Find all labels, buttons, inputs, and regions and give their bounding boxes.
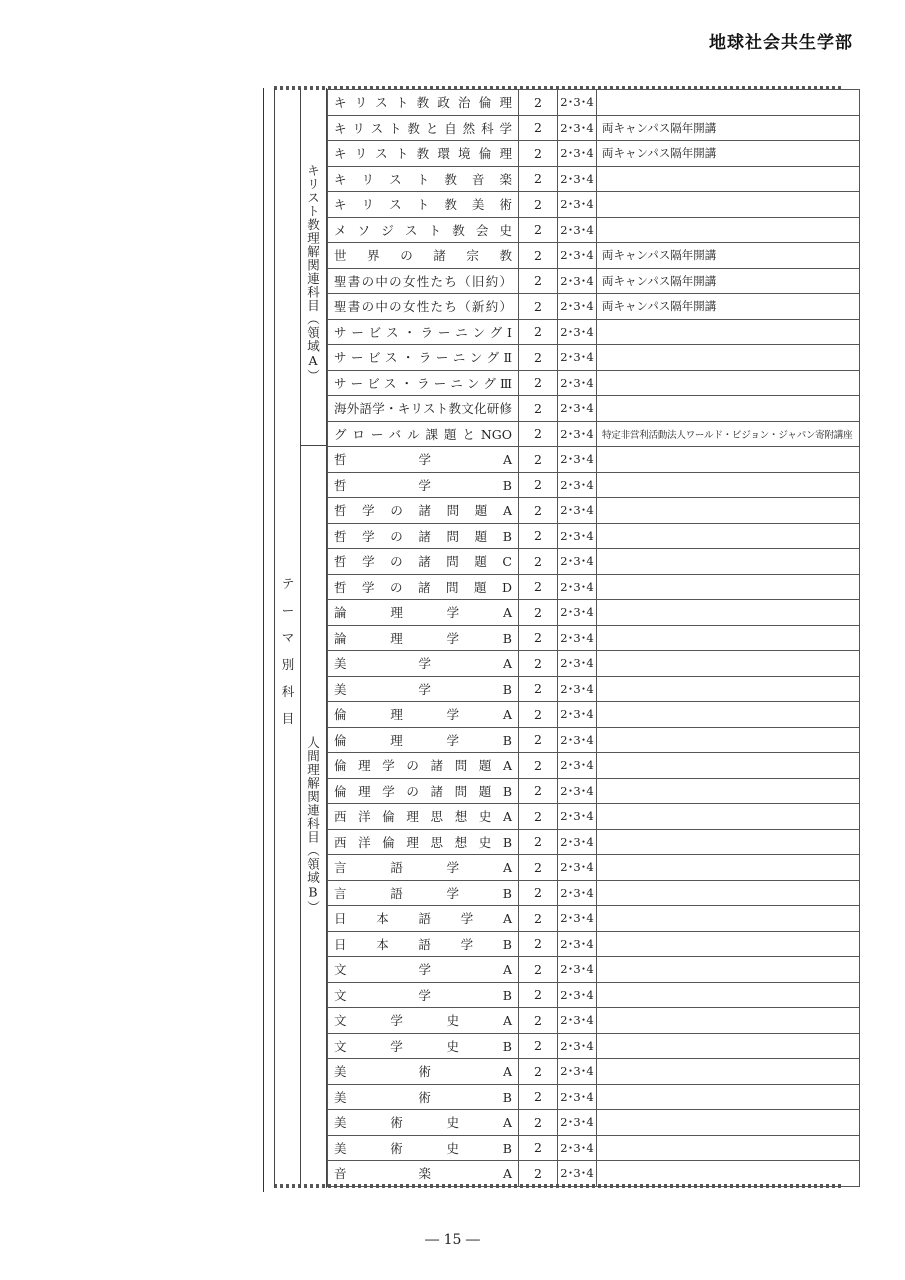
theme-char: 科 (281, 684, 295, 699)
table-row (328, 727, 860, 753)
course-note (597, 1059, 860, 1085)
course-name (328, 982, 519, 1008)
course-credits: 2 (519, 396, 558, 422)
course-years: 2･3･4 (558, 753, 597, 779)
table-row (328, 166, 860, 192)
course-name-text: 文 学 B (334, 987, 512, 1003)
course-note (597, 804, 860, 830)
theme-char: マ (281, 630, 295, 645)
table-row (328, 982, 860, 1008)
course-name (328, 345, 519, 371)
course-credits: 2 (519, 804, 558, 830)
theme-char: ー (281, 603, 295, 618)
course-years: 2･3･4 (558, 294, 597, 320)
course-credits: 2 (519, 345, 558, 371)
course-note (597, 166, 860, 192)
course-name (328, 523, 519, 549)
course-name-text: 美 術 史 B (334, 1140, 512, 1156)
course-credits: 2 (519, 676, 558, 702)
course-credits: 2 (519, 880, 558, 906)
course-note (597, 396, 860, 422)
table-row (328, 676, 860, 702)
course-name-text: 海外語学・キリスト教文化研修 (334, 401, 512, 417)
table-row (328, 370, 860, 396)
course-name-text: 倫 理 学 B (334, 732, 512, 748)
table-row (328, 855, 860, 881)
theme-char: 目 (281, 711, 295, 726)
course-note: 両キャンパス隔年開講 (597, 141, 860, 167)
course-years: 2･3･4 (558, 472, 597, 498)
course-name-text: 倫 理 学 A (334, 707, 512, 723)
course-note (597, 1084, 860, 1110)
course-years: 2･3･4 (558, 141, 597, 167)
course-note (597, 829, 860, 855)
course-note: 両キャンパス隔年開講 (597, 294, 860, 320)
course-note (597, 727, 860, 753)
course-note (597, 370, 860, 396)
course-years: 2･3･4 (558, 1135, 597, 1161)
table-row (328, 880, 860, 906)
course-note (597, 549, 860, 575)
course-name (328, 319, 519, 345)
table-row (328, 217, 860, 243)
course-credits: 2 (519, 1161, 558, 1187)
course-name (328, 957, 519, 983)
course-years: 2･3･4 (558, 447, 597, 473)
course-note (597, 1161, 860, 1187)
course-years: 2･3･4 (558, 906, 597, 932)
course-note (597, 1110, 860, 1136)
course-credits: 2 (519, 778, 558, 804)
course-name-text: 聖書の中の女性たち（新約） (334, 299, 512, 315)
table-row (328, 957, 860, 983)
course-credits: 2 (519, 523, 558, 549)
course-name (328, 166, 519, 192)
course-note (597, 1008, 860, 1034)
course-name-text: 西 洋 倫 理 思 想 史 B (334, 834, 512, 850)
course-name-text: 言 語 学 B (334, 885, 512, 901)
course-name (328, 1084, 519, 1110)
course-years: 2･3･4 (558, 880, 597, 906)
course-name (328, 651, 519, 677)
course-years: 2･3･4 (558, 421, 597, 447)
table-row (328, 1110, 860, 1136)
course-credits: 2 (519, 243, 558, 269)
course-name (328, 574, 519, 600)
page-left-rule (263, 88, 264, 1192)
table-row (328, 702, 860, 728)
course-name-text: 文 学 史 A (334, 1013, 512, 1029)
course-name-text: 哲 学 B (334, 477, 512, 493)
course-name (328, 804, 519, 830)
table-row (328, 192, 860, 218)
course-name (328, 115, 519, 141)
table-row (328, 804, 860, 830)
course-note: 両キャンパス隔年開講 (597, 115, 860, 141)
course-name (328, 421, 519, 447)
course-name-text: メ ソ ジ ス ト 教 会 史 (334, 222, 512, 238)
page-number: ― 15 ― (425, 1232, 480, 1248)
course-name (328, 268, 519, 294)
course-name-text: 倫 理 学 の 諸 問 題 A (334, 758, 512, 774)
course-name-text: キリスト教政治倫理 (334, 95, 512, 111)
course-name (328, 753, 519, 779)
course-years: 2･3･4 (558, 625, 597, 651)
course-note (597, 778, 860, 804)
course-years: 2･3･4 (558, 1033, 597, 1059)
course-credits: 2 (519, 906, 558, 932)
course-name (328, 829, 519, 855)
table-row (328, 472, 860, 498)
group-divider (300, 445, 327, 446)
course-note (597, 906, 860, 932)
area-a-group-label: キリスト教理解関連科目（領域A） (305, 164, 321, 383)
table-row (328, 243, 860, 269)
course-name-text: 日 本 語 学 B (334, 936, 512, 952)
table-row (328, 931, 860, 957)
course-years: 2･3･4 (558, 370, 597, 396)
course-credits: 2 (519, 472, 558, 498)
course-name-text: キ リ ス ト 教 美 術 (334, 197, 512, 213)
course-name-text: 美 術 B (334, 1089, 512, 1105)
table-row (328, 1161, 860, 1187)
course-years: 2･3･4 (558, 1008, 597, 1034)
course-credits: 2 (519, 192, 558, 218)
course-years: 2･3･4 (558, 676, 597, 702)
area-b-group-label: 人間理解関連科目（領域B） (305, 736, 321, 914)
course-note: 両キャンパス隔年開講 (597, 243, 860, 269)
course-credits: 2 (519, 549, 558, 575)
course-name (328, 625, 519, 651)
course-name-text: 哲 学 A (334, 452, 512, 468)
course-name (328, 549, 519, 575)
course-name-text: 哲 学 の 諸 問 題 B (334, 528, 512, 544)
course-name (328, 447, 519, 473)
theme-column-left-border (274, 88, 275, 1188)
course-years: 2･3･4 (558, 115, 597, 141)
course-name (328, 1135, 519, 1161)
table-row (328, 1059, 860, 1085)
course-credits: 2 (519, 319, 558, 345)
course-note (597, 651, 860, 677)
course-note (597, 753, 860, 779)
course-credits: 2 (519, 702, 558, 728)
course-note (597, 982, 860, 1008)
course-credits: 2 (519, 931, 558, 957)
course-years: 2･3･4 (558, 345, 597, 371)
course-years: 2･3･4 (558, 1161, 597, 1187)
page-header-title: 地球社会共生学部 (709, 33, 853, 53)
course-name-text: グローバル課題とNGO (334, 426, 512, 442)
course-note (597, 90, 860, 116)
course-name (328, 1161, 519, 1187)
table-row (328, 268, 860, 294)
table-row (328, 906, 860, 932)
course-years: 2･3･4 (558, 1084, 597, 1110)
course-name (328, 396, 519, 422)
course-credits: 2 (519, 855, 558, 881)
course-note (597, 523, 860, 549)
course-name (328, 498, 519, 524)
course-credits: 2 (519, 727, 558, 753)
table-row (328, 523, 860, 549)
course-note: 両キャンパス隔年開講 (597, 268, 860, 294)
table-row (328, 115, 860, 141)
course-credits: 2 (519, 1110, 558, 1136)
course-years: 2･3･4 (558, 498, 597, 524)
course-name (328, 1110, 519, 1136)
course-years: 2･3･4 (558, 651, 597, 677)
course-name-text: サービス・ラーニングⅠ (334, 324, 512, 340)
course-name-text: 文 学 史 B (334, 1038, 512, 1054)
course-years: 2･3･4 (558, 1110, 597, 1136)
course-name (328, 243, 519, 269)
course-credits: 2 (519, 829, 558, 855)
course-credits: 2 (519, 574, 558, 600)
course-note (597, 1135, 860, 1161)
course-name-text: 文 学 A (334, 962, 512, 978)
course-name (328, 294, 519, 320)
course-name-text: 哲 学 の 諸 問 題 D (334, 579, 512, 595)
course-note (597, 702, 860, 728)
course-name-text: キ リ ス ト 教 音 楽 (334, 171, 512, 187)
course-name-text: 倫 理 学 の 諸 問 題 B (334, 783, 512, 799)
group-column-left-border (300, 88, 301, 1188)
course-note (597, 447, 860, 473)
table-row (328, 1135, 860, 1161)
course-name-text: 聖書の中の女性たち（旧約） (334, 273, 512, 289)
course-name (328, 90, 519, 116)
course-years: 2･3･4 (558, 574, 597, 600)
course-name-text: キリスト教環境倫理 (334, 146, 512, 162)
course-years: 2･3･4 (558, 243, 597, 269)
course-years: 2･3･4 (558, 549, 597, 575)
table-row (328, 829, 860, 855)
table-row (328, 574, 860, 600)
course-name-text: 論 理 学 A (334, 605, 512, 621)
course-name-text: 音 楽 A (334, 1166, 512, 1182)
course-name (328, 472, 519, 498)
course-name-text: 哲 学 の 諸 問 題 C (334, 554, 512, 570)
course-note: 特定非営利活動法人ワールド・ビジョン・ジャパン寄附講座 (597, 421, 860, 447)
course-name-text: 論 理 学 B (334, 630, 512, 646)
table-row (328, 498, 860, 524)
table-row (328, 1008, 860, 1034)
course-credits: 2 (519, 1135, 558, 1161)
course-credits: 2 (519, 1059, 558, 1085)
course-credits: 2 (519, 294, 558, 320)
course-credits: 2 (519, 600, 558, 626)
table-row (328, 90, 860, 116)
course-years: 2･3･4 (558, 855, 597, 881)
course-years: 2･3･4 (558, 804, 597, 830)
table-row (328, 753, 860, 779)
course-name-text: 西 洋 倫 理 思 想 史 A (334, 809, 512, 825)
course-note (597, 217, 860, 243)
table-row (328, 141, 860, 167)
course-years: 2･3･4 (558, 268, 597, 294)
course-name-text: 美 学 B (334, 681, 512, 697)
course-credits: 2 (519, 498, 558, 524)
course-credits: 2 (519, 982, 558, 1008)
course-note (597, 931, 860, 957)
course-name (328, 931, 519, 957)
course-years: 2･3･4 (558, 192, 597, 218)
course-credits: 2 (519, 957, 558, 983)
course-name-text: キリスト教と自然科学 (334, 120, 512, 136)
table-row (328, 778, 860, 804)
course-name (328, 702, 519, 728)
course-years: 2･3･4 (558, 166, 597, 192)
course-credits: 2 (519, 166, 558, 192)
course-years: 2･3･4 (558, 982, 597, 1008)
theme-group-label (281, 570, 295, 732)
course-credits: 2 (519, 217, 558, 243)
course-years: 2･3･4 (558, 931, 597, 957)
course-credits: 2 (519, 370, 558, 396)
course-note (597, 472, 860, 498)
course-note (597, 574, 860, 600)
course-name-text: 日 本 語 学 A (334, 911, 512, 927)
course-credits: 2 (519, 421, 558, 447)
course-credits: 2 (519, 141, 558, 167)
course-credits: 2 (519, 115, 558, 141)
table-row (328, 549, 860, 575)
table-row (328, 345, 860, 371)
course-credits: 2 (519, 625, 558, 651)
course-name (328, 600, 519, 626)
course-years: 2･3･4 (558, 727, 597, 753)
course-years: 2･3･4 (558, 829, 597, 855)
course-name (328, 727, 519, 753)
course-years: 2･3･4 (558, 778, 597, 804)
course-note (597, 192, 860, 218)
course-name (328, 370, 519, 396)
course-table (327, 89, 860, 1187)
course-name (328, 855, 519, 881)
course-note (597, 345, 860, 371)
course-credits: 2 (519, 1008, 558, 1034)
table-row (328, 600, 860, 626)
course-credits: 2 (519, 1084, 558, 1110)
course-credits: 2 (519, 1033, 558, 1059)
table-row (328, 421, 860, 447)
course-name (328, 778, 519, 804)
course-years: 2･3･4 (558, 957, 597, 983)
course-name-text: 美 術 A (334, 1064, 512, 1080)
table-row (328, 1084, 860, 1110)
course-years: 2･3･4 (558, 1059, 597, 1085)
course-credits: 2 (519, 447, 558, 473)
course-name-text: 美 術 史 A (334, 1115, 512, 1131)
table-row (328, 396, 860, 422)
course-years: 2･3･4 (558, 396, 597, 422)
course-name (328, 1008, 519, 1034)
table-row (328, 651, 860, 677)
theme-char: 別 (281, 657, 295, 672)
course-name-text: 哲 学 の 諸 問 題 A (334, 503, 512, 519)
course-name (328, 192, 519, 218)
course-note (597, 319, 860, 345)
course-note (597, 880, 860, 906)
course-name (328, 1033, 519, 1059)
course-name (328, 676, 519, 702)
course-name (328, 1059, 519, 1085)
course-note (597, 498, 860, 524)
course-credits: 2 (519, 753, 558, 779)
table-row (328, 447, 860, 473)
course-credits: 2 (519, 90, 558, 116)
table-row (328, 319, 860, 345)
course-years: 2･3･4 (558, 217, 597, 243)
course-name (328, 141, 519, 167)
course-name-text: 世 界 の 諸 宗 教 (334, 248, 512, 264)
table-row (328, 625, 860, 651)
table-row (328, 294, 860, 320)
course-name-text: サービス・ラーニングⅡ (334, 350, 512, 366)
course-note (597, 600, 860, 626)
course-name-text: 美 学 A (334, 656, 512, 672)
course-name-text: サービス・ラーニングⅢ (334, 375, 512, 391)
course-years: 2･3･4 (558, 702, 597, 728)
course-note (597, 855, 860, 881)
course-years: 2･3･4 (558, 90, 597, 116)
course-note (597, 957, 860, 983)
course-name (328, 906, 519, 932)
course-credits: 2 (519, 268, 558, 294)
course-years: 2･3･4 (558, 319, 597, 345)
course-years: 2･3･4 (558, 600, 597, 626)
table-row (328, 1033, 860, 1059)
course-note (597, 676, 860, 702)
course-years: 2･3･4 (558, 523, 597, 549)
course-credits: 2 (519, 651, 558, 677)
course-note (597, 625, 860, 651)
course-note (597, 1033, 860, 1059)
course-name-text: 言 語 学 A (334, 860, 512, 876)
course-name (328, 217, 519, 243)
course-name (328, 880, 519, 906)
theme-char: テ (281, 576, 295, 591)
